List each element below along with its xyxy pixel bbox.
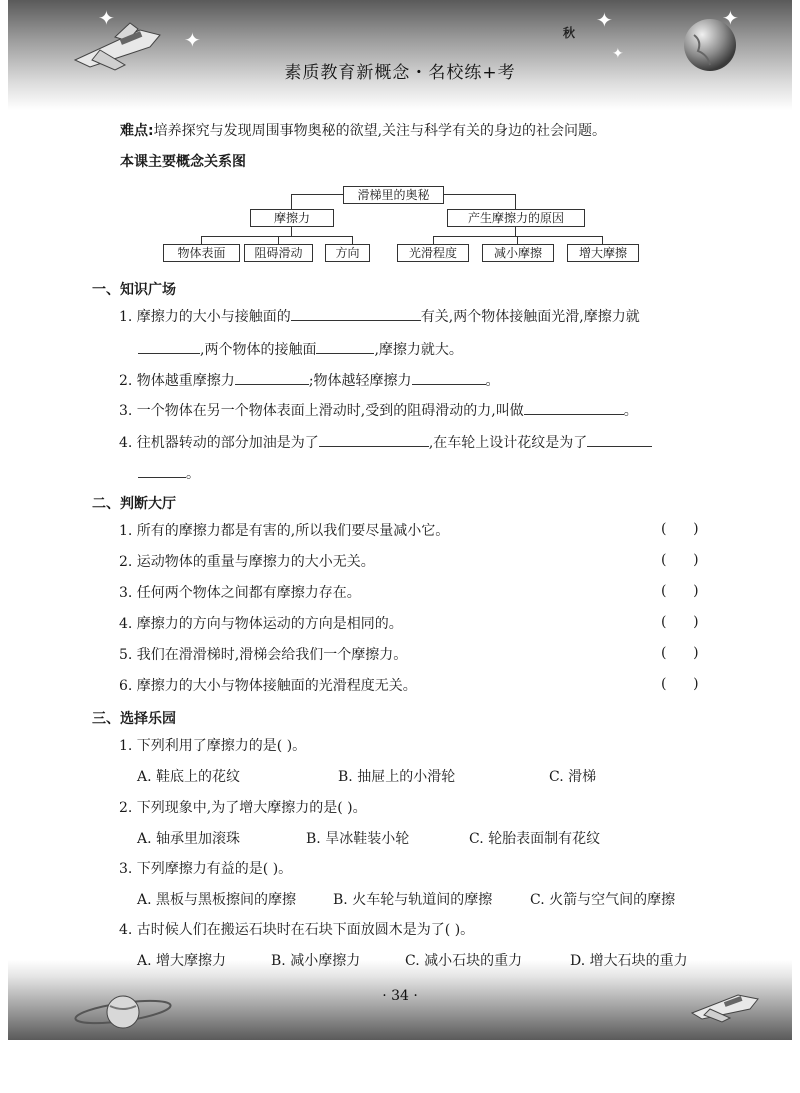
star-icon: ✦ (612, 46, 624, 62)
choice-option[interactable]: B. 减小摩擦力 (271, 953, 361, 969)
answer-blank[interactable] (587, 432, 652, 447)
judge-answer[interactable]: ( ) (661, 552, 699, 568)
choice-question: 1. 下列利用了摩擦力的是( )。 (119, 738, 307, 754)
judge-item: 6. 摩擦力的大小与物体接触面的光滑程度无关。 (119, 678, 417, 694)
choice-option[interactable]: A. 鞋底上的花纹 (137, 769, 241, 785)
answer-blank[interactable] (319, 432, 429, 447)
page-margin (0, 1040, 800, 1093)
page-number: · 34 · (382, 988, 418, 1004)
judge-item: 5. 我们在滑滑梯时,滑梯会给我们一个摩擦力。 (119, 647, 408, 663)
section-title-choice: 三、选择乐园 (92, 711, 176, 727)
diagram-title: 本课主要概念关系图 (120, 154, 246, 170)
choice-option[interactable]: C. 轮胎表面制有花纹 (469, 831, 601, 847)
star-icon: ✦ (98, 6, 115, 30)
choice-option[interactable]: D. 增大石块的重力 (570, 953, 688, 969)
star-icon: ✦ (722, 6, 739, 30)
judge-answer[interactable]: ( ) (661, 583, 699, 599)
answer-blank[interactable] (138, 463, 186, 478)
judge-item: 3. 任何两个物体之间都有摩擦力存在。 (119, 585, 361, 601)
section-title-knowledge: 一、知识广场 (92, 282, 176, 298)
concept-leaf: 阻碍滑动 (244, 244, 313, 262)
fill-question-4: 4. 往机器转动的部分加油是为了 ,在车轮上设计花纹是为了 (119, 432, 652, 453)
judge-answer[interactable]: ( ) (661, 645, 699, 661)
season-badge: 秋 (563, 26, 576, 40)
answer-blank[interactable] (138, 339, 200, 354)
choice-option[interactable]: A. 轴承里加滚珠 (137, 831, 241, 847)
choice-option[interactable]: B. 旱冰鞋装小轮 (306, 831, 410, 847)
concept-branch: 摩擦力 (250, 209, 334, 227)
choice-question: 3. 下列摩擦力有益的是( )。 (119, 861, 293, 877)
choice-option[interactable]: C. 火箭与空气间的摩擦 (530, 892, 676, 908)
fill-question-4-cont: 。 (138, 463, 200, 484)
choice-option[interactable]: B. 抽屉上的小滑轮 (338, 769, 456, 785)
answer-blank[interactable] (235, 370, 309, 385)
fill-question-3: 3. 一个物体在另一个物体表面上滑动时,受到的阻碍滑动的力,叫做 。 (119, 400, 638, 421)
section-title-judgement: 二、判断大厅 (92, 496, 176, 512)
answer-blank[interactable] (316, 339, 374, 354)
judge-item: 1. 所有的摩擦力都是有害的,所以我们要尽量减小它。 (119, 523, 450, 539)
concept-branch: 产生摩擦力的原因 (447, 209, 585, 227)
star-icon: ✦ (184, 28, 201, 52)
concept-leaf: 增大摩擦 (567, 244, 639, 262)
judge-answer[interactable]: ( ) (661, 614, 699, 630)
fill-question-1: 1. 摩擦力的大小与接触面的 有关,两个物体接触面光滑,摩擦力就 (119, 306, 640, 327)
choice-option[interactable]: A. 黑板与黑板擦间的摩擦 (137, 892, 297, 908)
concept-leaf: 光滑程度 (397, 244, 469, 262)
concept-leaf: 物体表面 (163, 244, 240, 262)
choice-question: 2. 下列现象中,为了增大摩擦力的是( )。 (119, 800, 367, 816)
judge-answer[interactable]: ( ) (661, 676, 699, 692)
fill-question-2: 2. 物体越重摩擦力 ;物体越轻摩擦力 。 (119, 370, 500, 391)
concept-leaf: 减小摩擦 (482, 244, 554, 262)
difficulty-label: 难点: (120, 123, 154, 139)
judge-item: 2. 运动物体的重量与摩擦力的大小无关。 (119, 554, 375, 570)
difficulty-line (120, 121, 606, 141)
choice-option[interactable]: B. 火车轮与轨道间的摩擦 (333, 892, 493, 908)
choice-option[interactable]: C. 减小石块的重力 (405, 953, 523, 969)
concept-root: 滑梯里的奥秘 (343, 186, 444, 204)
choice-question: 4. 古时候人们在搬运石块时在石块下面放圆木是为了( )。 (119, 922, 475, 938)
answer-blank[interactable] (524, 400, 624, 415)
answer-blank[interactable] (291, 306, 421, 321)
fill-question-1-cont: ,两个物体的接触面 ,摩擦力就大。 (138, 339, 463, 360)
answer-blank[interactable] (412, 370, 486, 385)
concept-leaf: 方向 (325, 244, 370, 262)
difficulty-text: 培养探究与发现周围事物奥秘的欲望,关注与科学有关的身边的社会问题。 (153, 123, 607, 139)
judge-answer[interactable]: ( ) (661, 521, 699, 537)
series-title: 素质教育新概念・名校练+考 (284, 63, 516, 83)
judge-item: 4. 摩擦力的方向与物体运动的方向是相同的。 (119, 616, 403, 632)
star-icon: ✦ (596, 8, 613, 32)
choice-option[interactable]: A. 增大摩擦力 (137, 953, 227, 969)
choice-option[interactable]: C. 滑梯 (549, 769, 597, 785)
